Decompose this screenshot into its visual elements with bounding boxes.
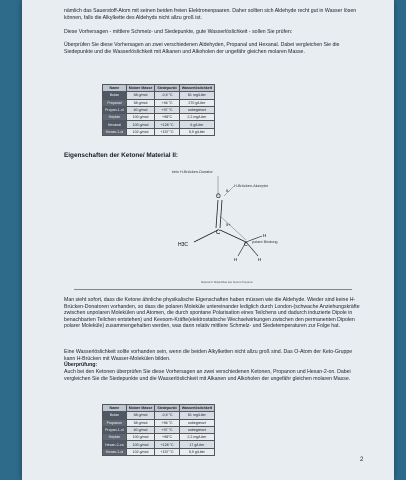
ch-bond-2 (246, 242, 258, 256)
row-name-cell: Butan (103, 412, 127, 419)
table-row (103, 412, 215, 419)
column-header: Name (103, 405, 127, 412)
predictions-paragraph: Diese Vorhersagen - mittlere Schmelz- und Siedepunkte, gute Wasserlöslichkeit - sollen Sie prüfen: (64, 29, 293, 35)
table-cell: +128 °C (155, 121, 179, 128)
table-cell: 60 g/mol (126, 106, 155, 113)
table-cell: 100 g/mol (126, 121, 155, 128)
table-cell: +46 °C (155, 99, 179, 106)
table-cell: 2,2 mg/Liter (179, 434, 214, 441)
table-cell: 100 g/mol (126, 114, 155, 121)
table-cell: +128 °C (155, 441, 179, 448)
row-name-cell: Heptan (103, 114, 127, 121)
table-cell: 100 g/mol (126, 441, 155, 448)
single-bond-right (220, 230, 246, 242)
table-cell: 61 mg/Liter (179, 412, 214, 419)
document-page (22, 0, 394, 480)
table-cell: unbegrenzt (179, 106, 214, 113)
row-name-cell: Hexan-2-on (103, 441, 127, 448)
table-cell: 58 g/mol (126, 92, 155, 99)
table-row (103, 441, 215, 448)
table-cell: 58 g/mol (126, 99, 155, 106)
task-paragraph: Überprüfen Sie diese Vorhersagen an zwei verschiedenen Aldehyden, Propanal und Hexanal. Dabei vergleichen Sie die Siedepunkte und die Wasserlöslichkeit mit Alkanen und Alkoholen der ungefähr gleichen molaren Masse. (64, 42, 340, 55)
methyl-group-label: H3C (178, 242, 189, 248)
label-hbond-donor: kein H-Brücken-Donator (172, 170, 213, 174)
separator-line (74, 289, 352, 290)
table-row (103, 448, 215, 455)
table-cell: 5,9 g/Liter (179, 128, 214, 135)
table-row (103, 419, 215, 426)
propanone-structure-figure (134, 170, 294, 292)
row-name-cell: Hexan-1-ol (103, 128, 127, 135)
table-cell: unbegrenzt (179, 419, 214, 426)
table-cell: -0,5 °C (155, 92, 179, 99)
table-cell: -0,5 °C (155, 412, 179, 419)
table-cell: +97 °C (155, 106, 179, 113)
column-header: Siedepunkt (155, 405, 179, 412)
oxygen-atom: O (216, 194, 221, 200)
methyl-carbon-atom: C (244, 242, 248, 248)
table-cell: 5,9 g/Liter (179, 448, 214, 455)
column-header: Molare Masse (126, 85, 155, 92)
section-heading-ketones: Eigenschaften der Ketone/ Material II: (64, 152, 178, 159)
column-header: Wasserlöslichkeit (179, 85, 214, 92)
hydrogen-atom-1: H (263, 233, 267, 238)
row-name-cell: Propanon (103, 419, 127, 426)
column-header: Wasserlöslichkeit (179, 405, 214, 412)
hydrogen-atom-2: H (258, 257, 262, 262)
table-row (103, 106, 215, 113)
single-bond-left (194, 230, 218, 242)
column-header: Molare Masse (126, 405, 155, 412)
figure-caption: Material II: Molekülbau des Ketons Propanon (201, 281, 253, 284)
table-cell: 58 g/mol (126, 419, 155, 426)
double-bond-line-2 (220, 200, 222, 228)
table-row (103, 99, 215, 106)
table-row (103, 92, 215, 99)
table-cell: 61 mg/Liter (179, 92, 214, 99)
table-row (103, 426, 215, 433)
table-cell: 102 g/mol (126, 448, 155, 455)
check-paragraph: Auch bei den Ketonen überprüfen Sie diese Vorhersagen an zwei verschiedenen Ketonen, Propanon und Hexan-2-on. Dabei vergleichen Sie die Siedepunkte und die Wasserlöslichkeit mit Alkanen und Alkoholen der ungefähr gleichen molaren Masse. (64, 369, 351, 382)
aldehyde-comparison-table (102, 84, 215, 136)
table-header-row (103, 405, 215, 412)
table-cell: unbegrenzt (179, 426, 214, 433)
page-number: 2 (360, 457, 364, 463)
table-cell: 60 g/mol (126, 426, 155, 433)
row-name-cell: Propan-1-ol (103, 426, 127, 433)
table-row (103, 128, 215, 135)
column-header: Siedepunkt (155, 85, 179, 92)
row-name-cell: Propan-1-ol (103, 106, 127, 113)
table-row (103, 121, 215, 128)
table-row (103, 114, 215, 121)
hydrogen-atom-3: H (234, 257, 238, 262)
double-bond-line-1 (216, 200, 218, 228)
label-polar-bond: polare Bindung (252, 240, 278, 244)
table-row (103, 434, 215, 441)
table-cell: 102 g/mol (126, 128, 155, 135)
row-name-cell: Propanal (103, 99, 127, 106)
label-hbond-acceptor: H-Brücken-Akzeptor (234, 184, 269, 188)
solubility-paragraph: Eine Wasserlöslichkeit sollte vorhanden sein, wenn die beiden Alkylketten nicht allzu groß sind. Das O-Atom der Keto-Gruppe kann H-Brücken mit Wasser-Molekülen bilden. (64, 349, 353, 362)
table-cell: +56 °C (155, 419, 179, 426)
table-cell: +98°C (155, 434, 179, 441)
row-name-cell: Hexanal (103, 121, 127, 128)
ketone-comparison-table (102, 404, 215, 456)
table-cell: 2,2 mg/Liter (179, 114, 214, 121)
column-header: Name (103, 85, 127, 92)
table-cell: +157 °C (155, 128, 179, 135)
row-name-cell: Heptan (103, 434, 127, 441)
table-cell: +98°C (155, 114, 179, 121)
table-cell: +97 °C (155, 426, 179, 433)
table-cell: 270 g/Liter (179, 99, 214, 106)
table-cell: 17 g/Liter (179, 441, 214, 448)
row-name-cell: Butan (103, 92, 127, 99)
table-cell: +157 °C (155, 448, 179, 455)
table-cell: 58 g/mol (126, 412, 155, 419)
table-header-row (103, 85, 215, 92)
partial-negative-charge: δ- (226, 188, 230, 193)
row-name-cell: Hexan-1-ol (103, 448, 127, 455)
partial-positive-charge: δ+ (226, 222, 231, 227)
intro-paragraph: nämlich das Sauerstoff-Atom mit seinen beiden freien Elektronenpaaren. Daher sollten sich Aldehyde recht gut in Wasser lösen können, falls die Alkylkette des Aldehyds nicht allzu groß ist. (64, 8, 357, 21)
table-cell: 100 g/mol (126, 434, 155, 441)
ketone-properties-paragraph: Man sieht sofort, dass die Ketone ähnliche physikalische Eigenschaften haben müssen wie die Aldehyde. Wieder sind keine H-Brücken-Donatoren vorhanden, so dass die polaren Moleküle untereinander lediglich durch London-(schwache Anziehungskräfte zwischen unpolaren Molekülen und Atomen, die durch spontane Polarisation eines Teilchens und dadurch induzierte Dipole in benachbarten Teilchen entstehen) und Keesom-Kräfte(elektrostatische Wechselwirkungen zwischen den permanenten Dipolen polarer Moleküle) zusammengehalten werden, was dann relativ mittlere Schmelz- und Siedetemperaturen zur Folge hat. (64, 297, 360, 330)
molecule-drawing (134, 170, 294, 292)
carbonyl-carbon-atom: C (216, 230, 221, 236)
table-cell: 6 g/Liter (179, 121, 214, 128)
check-heading: Überprüfung: (64, 362, 98, 368)
